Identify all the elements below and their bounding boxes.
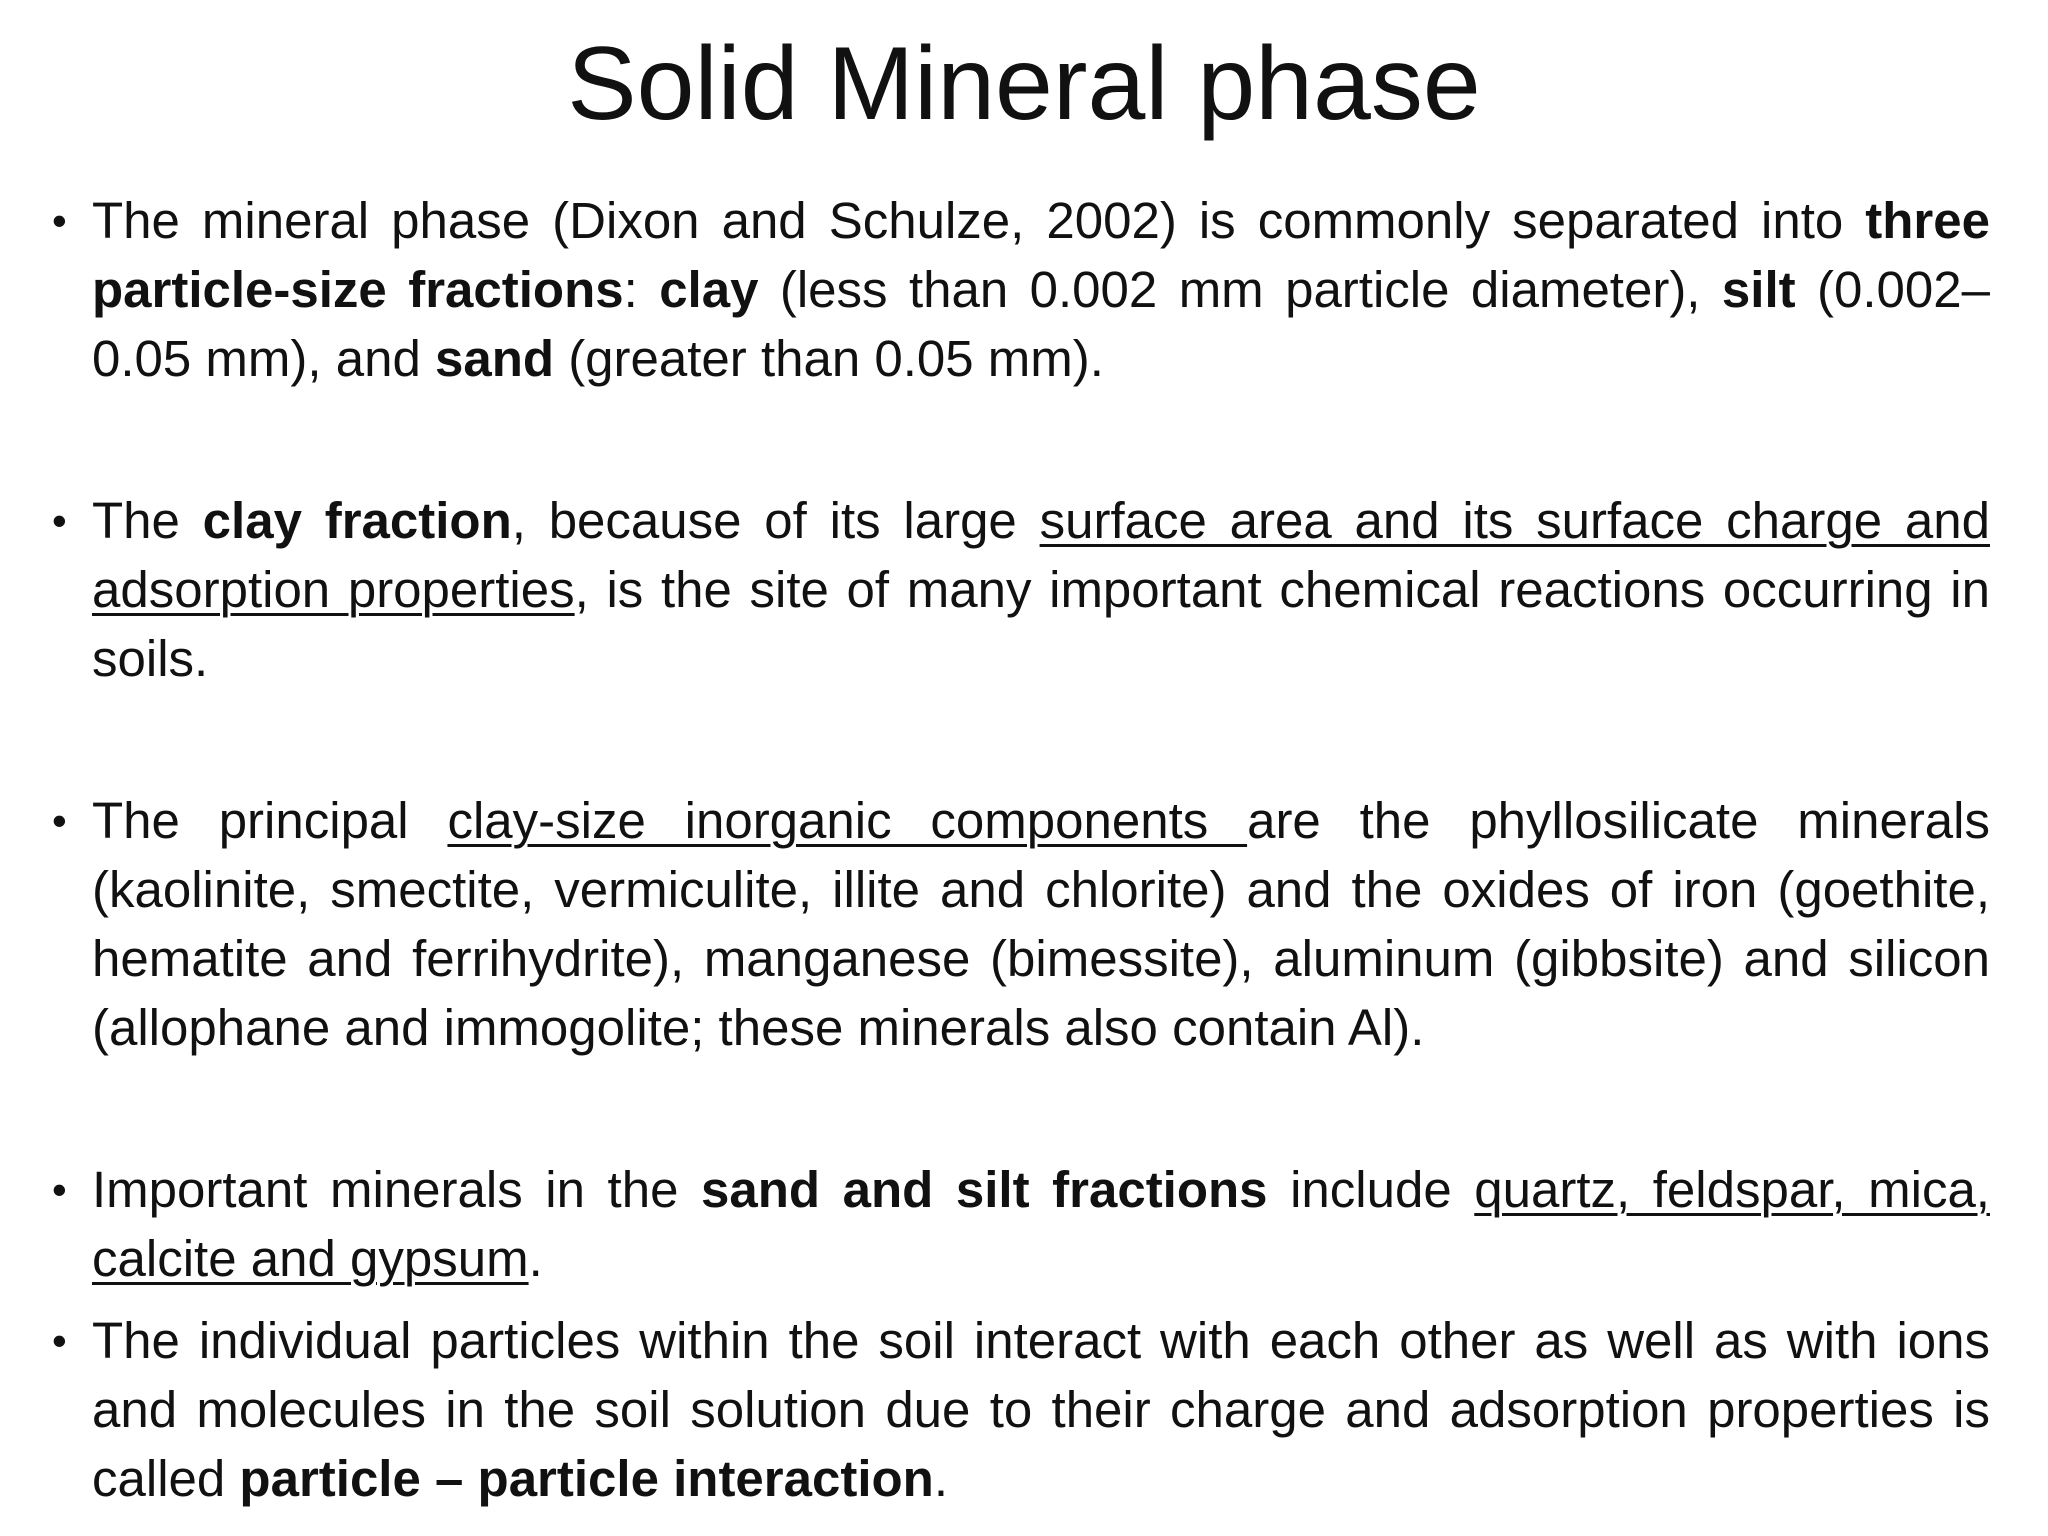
bullet-item-particle-size-fractions [52,186,1990,393]
bullet-bold-text: sand [434,330,555,387]
bullet-glyph: • [52,497,67,544]
bullet-item-clay-size-components [52,786,1990,1062]
bullet-bold-text: sand and silt fractions [701,1161,1268,1218]
bullet-glyph: • [52,797,67,844]
bullet-text: , is the site of many important chemical reactions occurring in soils. [92,561,1990,687]
bullet-text: (0.002–0.05 mm), and [92,261,1990,387]
bullet-text: . [933,1450,948,1507]
bullet-bold-text: clay fraction [202,492,512,549]
bullet-text: . [528,1230,543,1287]
bullet-text: are the phyllosilicate minerals (kaolinite, smectite, vermiculite, illite and chlorite) and the oxides of iron (goethite, hematite and ferrihydrite), manganese (bimessite), aluminum (gibbsite) and silicon (allophane and immogolite; these minerals also contain Al). [92,792,1990,1056]
bullet-text: , because of its large [511,492,1040,549]
bullet-glyph: • [52,1317,67,1364]
bullet-text: : [623,261,660,318]
bullet-text: The individual particles within the soil interact with each other as well as with ions and molecules in the soil solution due to their charge and adsorption properties is called [92,1312,1990,1507]
bullet-text: (less than 0.002 mm particle diameter), [758,261,1722,318]
bullet-bold-text: particle – particle interaction [239,1450,934,1507]
bullet-text: The mineral phase (Dixon and Schulze, 2002) is commonly separated into [92,192,1866,249]
bullet-text: The principal [92,792,448,849]
bullet-text: The [92,492,203,549]
bullet-text: include [1267,1161,1475,1218]
bullet-text: Important minerals in the [92,1161,702,1218]
bullet-item-sand-silt-minerals [52,1155,1990,1293]
bullet-item-particle-interaction [52,1306,1990,1513]
bullet-glyph: • [52,1166,67,1213]
bullet-bold-text: three particle-size fractions [92,192,1990,318]
bullet-underlined-text: surface area and its surface charge and adsorption properties [92,492,1990,618]
bullet-text: (greater than 0.05 mm). [554,330,1104,387]
bullet-underlined-text: quartz, feldspar, mica, calcite and gypsum [92,1161,1990,1287]
bullet-glyph: • [52,197,67,244]
bullet-list [52,186,1990,1513]
bullet-bold-text: clay [659,261,759,318]
bullet-item-clay-fraction [52,486,1990,693]
bullet-underlined-text: clay-size inorganic components [447,792,1248,849]
bullet-bold-text: silt [1721,261,1796,318]
slide-title: Solid Mineral phase [567,26,1481,142]
